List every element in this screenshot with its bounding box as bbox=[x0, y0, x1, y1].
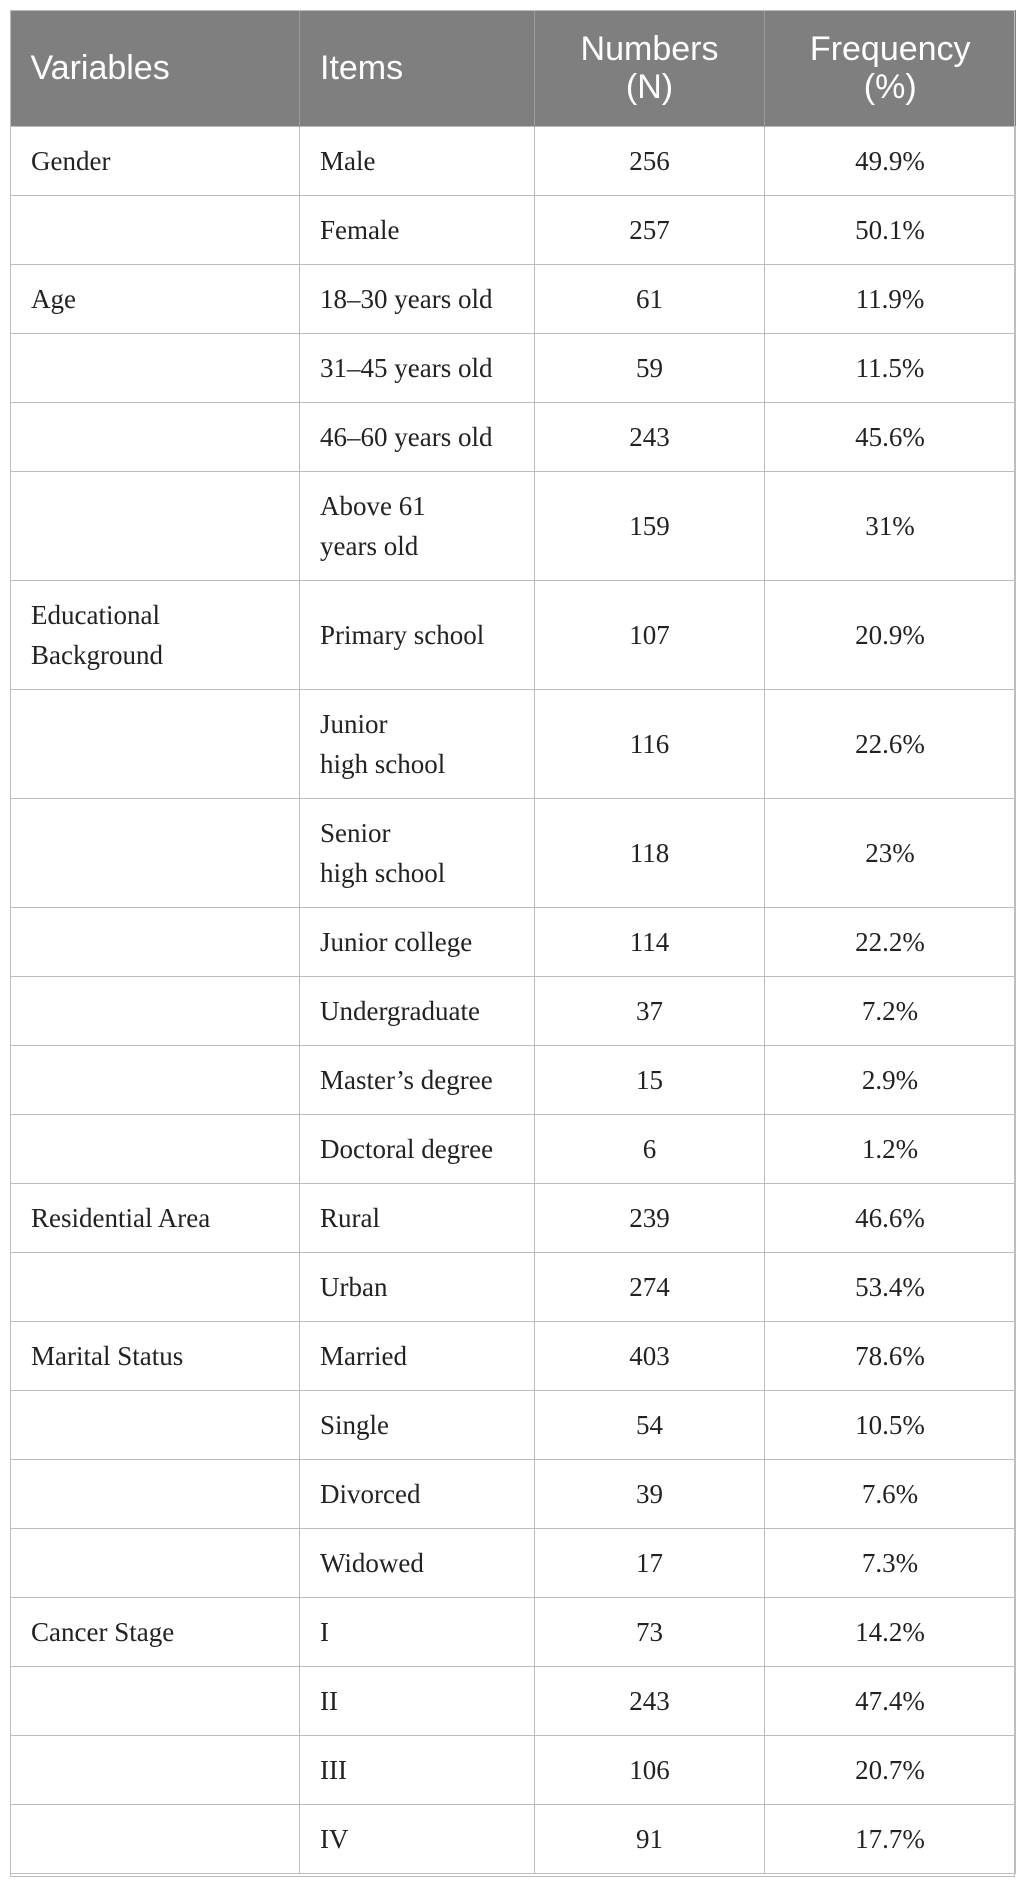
cell-frequency: 50.1% bbox=[765, 195, 1016, 264]
cell-number: 274 bbox=[535, 1252, 765, 1321]
cell-frequency: 7.3% bbox=[765, 1528, 1016, 1597]
cell-number: 37 bbox=[535, 976, 765, 1045]
cell-variable bbox=[11, 580, 300, 689]
header-row bbox=[11, 10, 1016, 126]
cell-frequency: 22.6% bbox=[765, 689, 1016, 798]
cell-item bbox=[300, 1252, 535, 1321]
cell-number: 6 bbox=[535, 1114, 765, 1183]
cell-frequency: 47.4% bbox=[765, 1666, 1016, 1735]
cell-number: 256 bbox=[535, 126, 765, 195]
table-row bbox=[11, 1597, 1016, 1666]
cell-number: 114 bbox=[535, 907, 765, 976]
cell-number: 403 bbox=[535, 1321, 765, 1390]
item-text: high school bbox=[320, 857, 446, 888]
cell-number: 257 bbox=[535, 195, 765, 264]
table-row bbox=[11, 907, 1016, 976]
item-text: Female bbox=[320, 214, 400, 245]
cell-variable bbox=[11, 689, 300, 798]
cell-variable bbox=[11, 333, 300, 402]
table-row bbox=[11, 1183, 1016, 1252]
cell-item bbox=[300, 1390, 535, 1459]
cell-variable bbox=[11, 402, 300, 471]
cell-variable bbox=[11, 798, 300, 907]
table-row bbox=[11, 1390, 1016, 1459]
cell-frequency: 22.2% bbox=[765, 907, 1016, 976]
table-row bbox=[11, 1459, 1016, 1528]
cell-item bbox=[300, 264, 535, 333]
variable-text: Marital Status bbox=[31, 1340, 184, 1371]
header-variables-label: Variables bbox=[30, 48, 170, 87]
cell-frequency: 1.2% bbox=[765, 1114, 1016, 1183]
item-text: Urban bbox=[320, 1271, 388, 1302]
demographics-table bbox=[10, 10, 1016, 1874]
cell-number: 159 bbox=[535, 471, 765, 580]
cell-number: 118 bbox=[535, 798, 765, 907]
cell-item bbox=[300, 689, 535, 798]
cell-variable bbox=[11, 1735, 300, 1804]
cell-frequency: 20.7% bbox=[765, 1735, 1016, 1804]
cell-variable bbox=[11, 1252, 300, 1321]
header-items-label: Items bbox=[320, 48, 404, 87]
demographics-table-container bbox=[10, 10, 1015, 1874]
cell-item bbox=[300, 1735, 535, 1804]
cell-variable bbox=[11, 471, 300, 580]
cell-variable bbox=[11, 1528, 300, 1597]
cell-item bbox=[300, 976, 535, 1045]
item-text: Primary school bbox=[320, 619, 485, 650]
cell-variable bbox=[11, 907, 300, 976]
cell-variable bbox=[11, 1114, 300, 1183]
item-text: Junior bbox=[320, 708, 388, 739]
cell-item bbox=[300, 402, 535, 471]
item-text: Widowed bbox=[320, 1547, 424, 1578]
cell-number: 17 bbox=[535, 1528, 765, 1597]
table-row bbox=[11, 1735, 1016, 1804]
cell-frequency: 78.6% bbox=[765, 1321, 1016, 1390]
variable-text: Age bbox=[31, 283, 76, 314]
cell-item bbox=[300, 1666, 535, 1735]
item-text: high school bbox=[320, 748, 446, 779]
cell-item bbox=[300, 1045, 535, 1114]
cell-variable bbox=[11, 1045, 300, 1114]
item-text: IV bbox=[320, 1823, 349, 1854]
cell-frequency: 31% bbox=[765, 471, 1016, 580]
cell-frequency: 7.6% bbox=[765, 1459, 1016, 1528]
cell-number: 15 bbox=[535, 1045, 765, 1114]
table-row bbox=[11, 1045, 1016, 1114]
variable-text: Background bbox=[31, 639, 163, 670]
header-variables bbox=[11, 10, 300, 126]
table-row bbox=[11, 1252, 1016, 1321]
cell-item bbox=[300, 1183, 535, 1252]
table-row bbox=[11, 1321, 1016, 1390]
cell-variable bbox=[11, 1321, 300, 1390]
cell-frequency: 10.5% bbox=[765, 1390, 1016, 1459]
cell-item bbox=[300, 1321, 535, 1390]
cell-frequency: 17.7% bbox=[765, 1804, 1016, 1873]
cell-number: 59 bbox=[535, 333, 765, 402]
item-text: Single bbox=[320, 1409, 390, 1440]
cell-frequency: 11.9% bbox=[765, 264, 1016, 333]
item-text: Above 61 bbox=[320, 490, 426, 521]
cell-number: 116 bbox=[535, 689, 765, 798]
cell-item bbox=[300, 1597, 535, 1666]
table-body bbox=[11, 126, 1016, 1873]
table-row bbox=[11, 1804, 1016, 1873]
cell-item bbox=[300, 126, 535, 195]
cell-frequency: 7.2% bbox=[765, 976, 1016, 1045]
table-row bbox=[11, 580, 1016, 689]
cell-number: 54 bbox=[535, 1390, 765, 1459]
cell-variable bbox=[11, 1459, 300, 1528]
cell-variable bbox=[11, 1390, 300, 1459]
cell-number: 107 bbox=[535, 580, 765, 689]
cell-item bbox=[300, 1114, 535, 1183]
cell-frequency: 14.2% bbox=[765, 1597, 1016, 1666]
header-numbers bbox=[535, 10, 765, 126]
cell-item bbox=[300, 1804, 535, 1873]
cell-number: 39 bbox=[535, 1459, 765, 1528]
item-text: I bbox=[320, 1616, 329, 1647]
item-text: II bbox=[320, 1685, 338, 1716]
header-numbers-unit: (N) bbox=[625, 67, 674, 106]
header-frequency-unit: (%) bbox=[863, 67, 917, 106]
table-row bbox=[11, 976, 1016, 1045]
cell-frequency: 23% bbox=[765, 798, 1016, 907]
table-row bbox=[11, 1528, 1016, 1597]
item-text: Divorced bbox=[320, 1478, 421, 1509]
cell-number: 73 bbox=[535, 1597, 765, 1666]
table-row bbox=[11, 333, 1016, 402]
cell-frequency: 53.4% bbox=[765, 1252, 1016, 1321]
table-row bbox=[11, 798, 1016, 907]
cell-number: 239 bbox=[535, 1183, 765, 1252]
cell-item bbox=[300, 195, 535, 264]
cell-number: 243 bbox=[535, 1666, 765, 1735]
cell-frequency: 49.9% bbox=[765, 126, 1016, 195]
item-text: 31–45 years old bbox=[320, 352, 493, 383]
cell-item bbox=[300, 1459, 535, 1528]
item-text: Undergraduate bbox=[320, 995, 480, 1026]
cell-item bbox=[300, 333, 535, 402]
cell-variable bbox=[11, 195, 300, 264]
cell-item bbox=[300, 1528, 535, 1597]
table-row bbox=[11, 195, 1016, 264]
cell-number: 91 bbox=[535, 1804, 765, 1873]
item-text: III bbox=[320, 1754, 347, 1785]
cell-item bbox=[300, 798, 535, 907]
item-text: Rural bbox=[320, 1202, 380, 1233]
header-frequency-label: Frequency bbox=[809, 29, 971, 68]
table-row bbox=[11, 126, 1016, 195]
item-text: Junior college bbox=[320, 926, 473, 957]
cell-variable bbox=[11, 1183, 300, 1252]
cell-number: 61 bbox=[535, 264, 765, 333]
cell-variable bbox=[11, 264, 300, 333]
cell-variable bbox=[11, 1804, 300, 1873]
table-row bbox=[11, 689, 1016, 798]
cell-number: 106 bbox=[535, 1735, 765, 1804]
item-text: Master’s degree bbox=[320, 1064, 493, 1095]
item-text: Doctoral degree bbox=[320, 1133, 494, 1164]
cell-item bbox=[300, 471, 535, 580]
variable-text: Residential Area bbox=[31, 1202, 211, 1233]
variable-text: Educational bbox=[31, 599, 160, 630]
cell-variable bbox=[11, 976, 300, 1045]
cell-number: 243 bbox=[535, 402, 765, 471]
header-frequency bbox=[765, 10, 1016, 126]
cell-frequency: 46.6% bbox=[765, 1183, 1016, 1252]
header-numbers-label: Numbers bbox=[580, 29, 719, 68]
cell-frequency: 2.9% bbox=[765, 1045, 1016, 1114]
item-text: 18–30 years old bbox=[320, 283, 493, 314]
table-header bbox=[11, 10, 1016, 126]
cell-frequency: 45.6% bbox=[765, 402, 1016, 471]
table-row bbox=[11, 471, 1016, 580]
table-row bbox=[11, 402, 1016, 471]
item-text: Senior bbox=[320, 817, 391, 848]
table-row bbox=[11, 1114, 1016, 1183]
cell-item bbox=[300, 907, 535, 976]
header-items bbox=[300, 10, 535, 126]
cell-item bbox=[300, 580, 535, 689]
variable-text: Cancer Stage bbox=[31, 1616, 175, 1647]
table-row bbox=[11, 1666, 1016, 1735]
cell-variable bbox=[11, 126, 300, 195]
item-text: Male bbox=[320, 145, 376, 176]
cell-variable bbox=[11, 1666, 300, 1735]
item-text: years old bbox=[320, 530, 419, 561]
cell-frequency: 11.5% bbox=[765, 333, 1016, 402]
item-text: 46–60 years old bbox=[320, 421, 493, 452]
cell-frequency: 20.9% bbox=[765, 580, 1016, 689]
cell-variable bbox=[11, 1597, 300, 1666]
table-row bbox=[11, 264, 1016, 333]
item-text: Married bbox=[320, 1340, 407, 1371]
variable-text: Gender bbox=[31, 145, 111, 176]
